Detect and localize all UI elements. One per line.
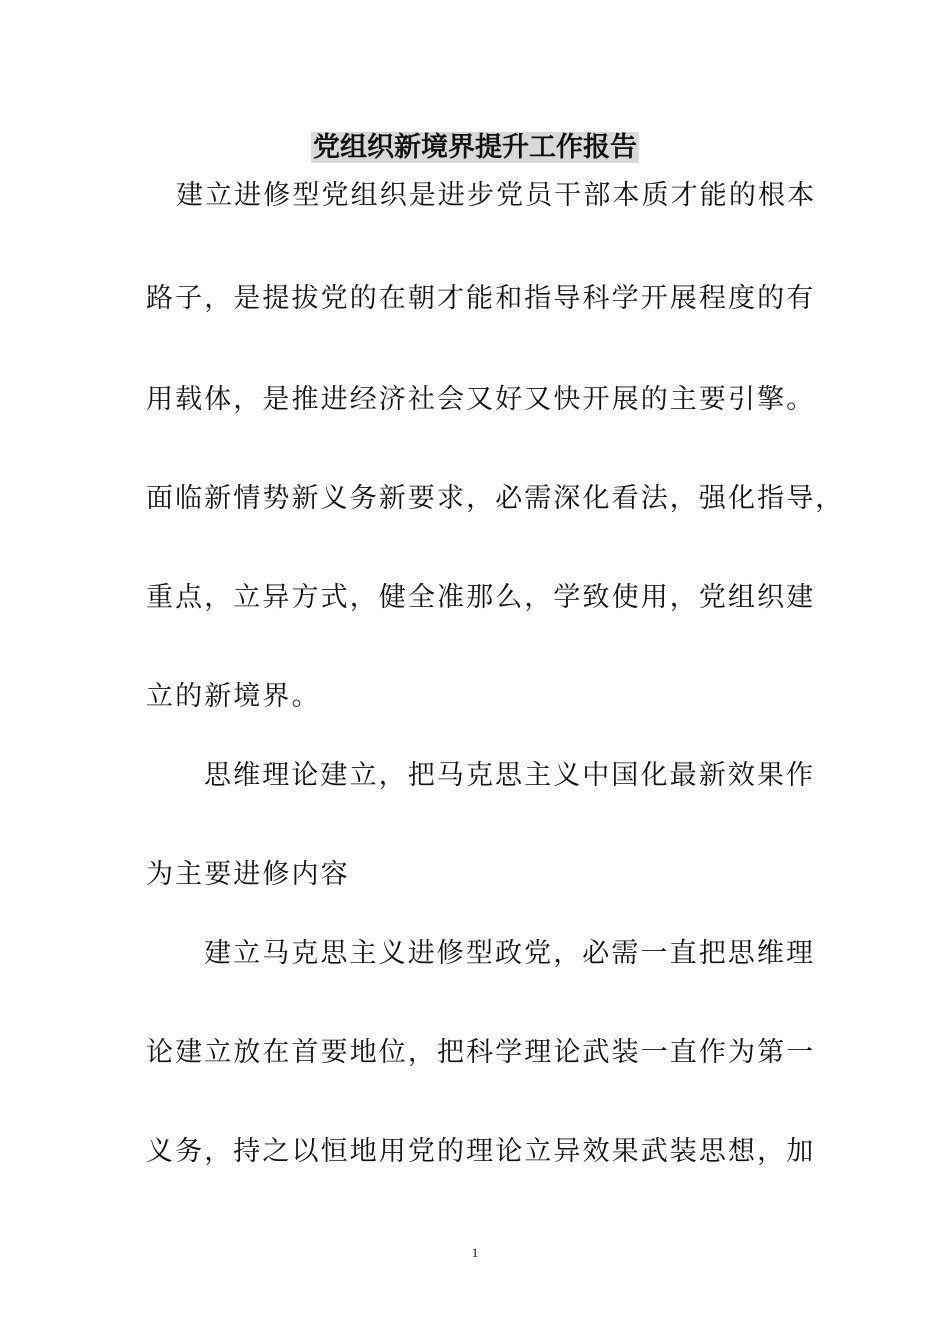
text-line: 面临新情势新义务新要求，必需深化看法，强化指导，	[146, 483, 845, 514]
document-title-text: 党组织新境界提升工作报告	[313, 132, 637, 163]
text-line: 重点，立异方式，健全准那么，学致使用，党组织建	[146, 582, 816, 613]
text-line: 思维理论建立，把马克思主义中国化最新效果作	[204, 760, 816, 791]
text-line: 建立进修型党组织是进步党员干部本质才能的根本	[176, 180, 817, 211]
page-number: 1	[471, 1245, 479, 1260]
document-title	[0, 128, 950, 168]
text-line: 立的新境界。	[146, 681, 321, 712]
text-line: 为主要进修内容	[146, 859, 350, 890]
text-line: 论建立放在首要地位，把科学理论武装一直作为第一	[146, 1037, 816, 1068]
text-line: 建立马克思主义进修型政党，必需一直把思维理	[204, 938, 816, 969]
text-line: 路子，是提拔党的在朝才能和指导科学开展程度的有	[146, 283, 816, 314]
text-line: 用载体，是推进经济社会又好又快开展的主要引擎。	[146, 384, 816, 415]
text-line: 义务，持之以恒地用党的理论立异效果武装思想，加	[146, 1136, 816, 1167]
